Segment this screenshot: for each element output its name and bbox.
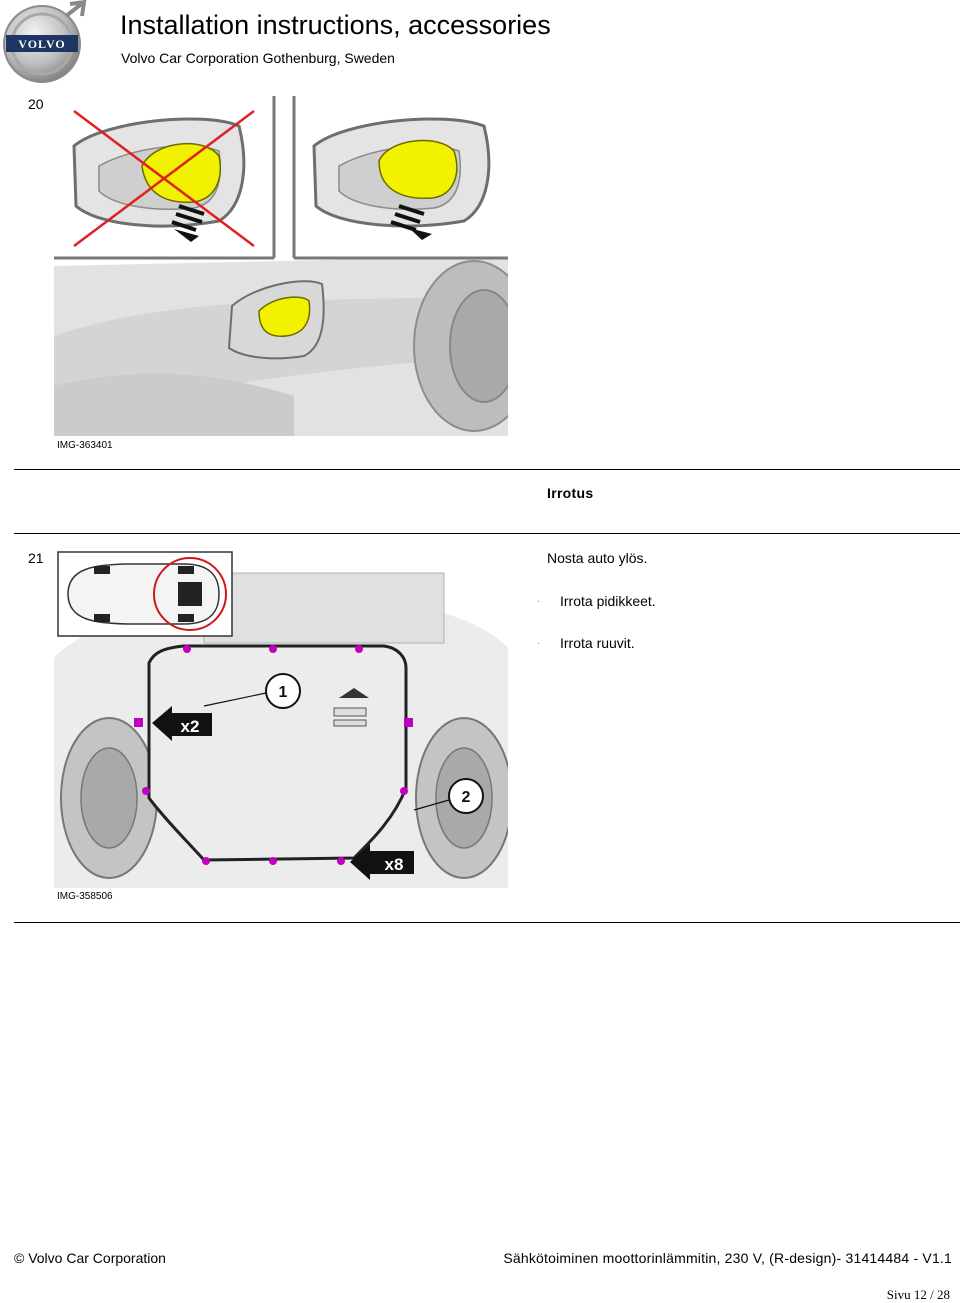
- footer-document: Sähkötoiminen moottorinlämmitin, 230 V, (R-design)- 31414484 - V1.1: [503, 1250, 952, 1266]
- bullet-mark: .: [537, 594, 540, 605]
- callout-2: 2: [461, 789, 471, 806]
- image-caption: IMG-358506: [57, 891, 113, 902]
- footer-copyright: © Volvo Car Corporation: [14, 1250, 166, 1266]
- image-caption: IMG-363401: [57, 440, 113, 451]
- step-21-illustration: [54, 548, 508, 888]
- step-number: 21: [28, 550, 44, 566]
- document-subtitle: Volvo Car Corporation Gothenburg, Sweden: [121, 50, 395, 66]
- section-divider: [14, 922, 960, 923]
- document-title: Installation instructions, accessories: [120, 10, 551, 40]
- page-number: Sivu 12 / 28: [886, 1287, 950, 1302]
- step-number: 20: [28, 96, 44, 112]
- section-divider: [14, 469, 960, 470]
- instruction-text: Irrota pidikkeet.: [560, 593, 656, 609]
- instruction-text: Irrota ruuvit.: [560, 635, 635, 651]
- section-title: Irrotus: [547, 485, 594, 501]
- section-divider: [14, 533, 960, 534]
- step-20-illustration: [54, 96, 508, 436]
- instruction-text: Nosta auto ylös.: [547, 550, 648, 566]
- logo-text: VOLVO: [18, 37, 66, 51]
- bullet-mark: .: [537, 636, 540, 647]
- callout-1: 1: [278, 684, 288, 701]
- volvo-logo: [0, 0, 90, 86]
- callout-x2: x2: [180, 717, 200, 736]
- callout-x8: x8: [384, 855, 404, 874]
